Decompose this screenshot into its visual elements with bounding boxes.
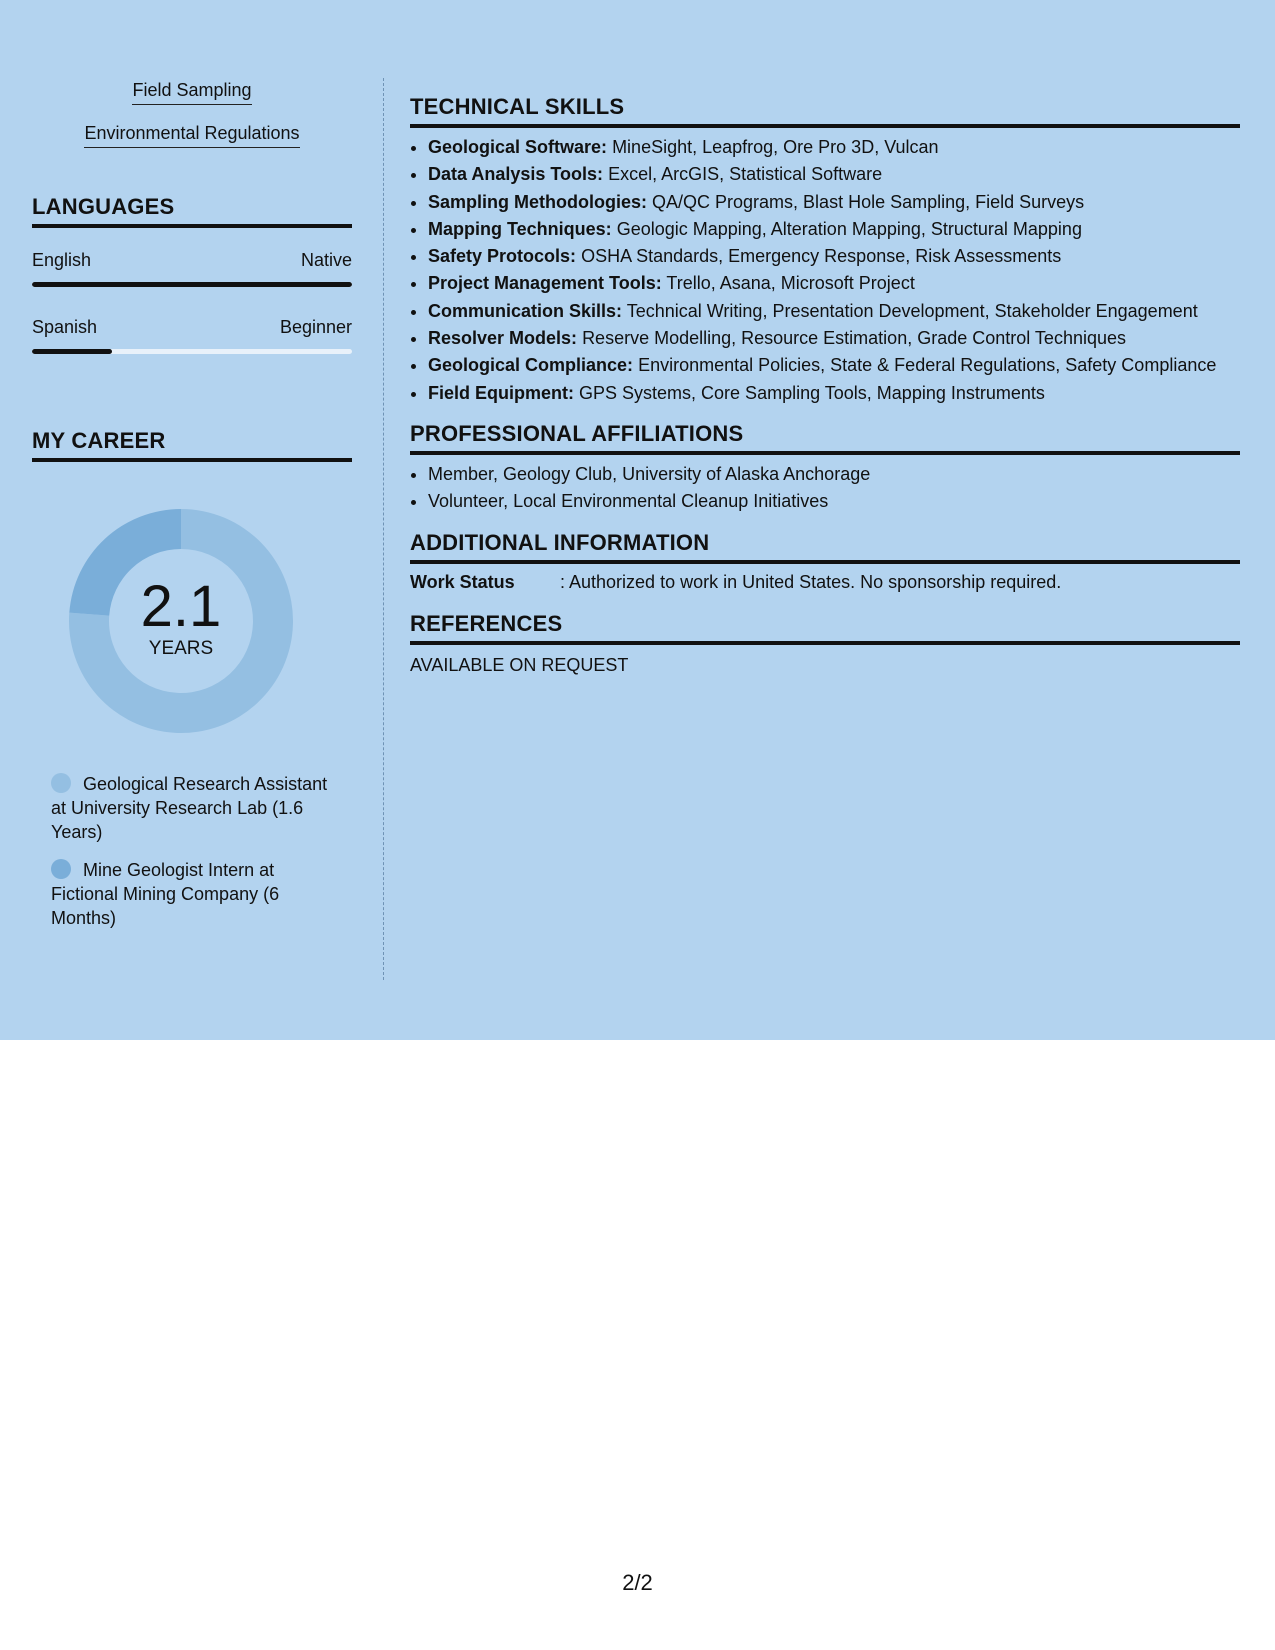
skill-value: MineSight, Leapfrog, Ore Pro 3D, Vulcan <box>612 137 939 157</box>
skill-label: Safety Protocols: <box>428 246 577 267</box>
language-name: English <box>32 250 92 270</box>
skill-label: Resolver Models: <box>428 328 578 349</box>
work-status-label: Work Status <box>410 571 515 592</box>
skill-tag <box>32 80 352 105</box>
skill-value: Environmental Policies, State & Federal Regulations, Safety Compliance <box>638 355 1217 376</box>
skill-label: Mapping Techniques: <box>428 218 612 239</box>
skill-item <box>428 380 1240 407</box>
affiliations-list <box>410 461 1240 516</box>
skill-item <box>428 134 1240 161</box>
skill-item <box>428 161 1240 188</box>
skill-tag <box>32 123 352 148</box>
skill-value: GPS Systems, Core Sampling Tools, Mapping Instruments <box>579 382 1045 403</box>
language-proficiency-bar <box>32 349 352 354</box>
sidebar <box>32 80 352 944</box>
technical-skills-title: TECHNICAL SKILLS <box>410 94 1240 128</box>
skill-item <box>428 325 1240 352</box>
languages-title: LANGUAGES <box>32 194 352 228</box>
skill-value: Technical Writing, Presentation Development, Stakeholder Engagement <box>626 300 1198 321</box>
technical-skills-section <box>410 94 1240 407</box>
language-item <box>32 250 352 287</box>
legend-item <box>51 772 331 844</box>
language-proficiency-fill <box>32 349 112 354</box>
skill-label: Field Equipment: <box>428 382 574 403</box>
legend-label: Mine Geologist Intern at Fictional Mining Company (6 Months) <box>51 860 280 928</box>
work-status-value: : Authorized to work in United States. No sponsorship required. <box>560 571 1062 592</box>
list-item: • Volunteer, Local Environmental Cleanup Initiatives <box>428 488 1240 515</box>
skill-label: Communication Skills: <box>428 300 623 321</box>
skill-value: Excel, ArcGIS, Statistical Software <box>608 164 883 185</box>
languages-section <box>32 194 352 354</box>
skill-tag-label: Environmental Regulations <box>84 123 299 148</box>
column-divider <box>383 78 384 980</box>
skill-label: Project Management Tools: <box>428 273 662 294</box>
language-proficiency-bar <box>32 282 352 287</box>
work-status-row <box>410 572 1240 593</box>
skill-item <box>428 243 1240 270</box>
affiliations-title: PROFESSIONAL AFFILIATIONS <box>410 421 1240 455</box>
career-section <box>32 428 352 930</box>
language-level: Native <box>300 250 352 270</box>
legend-dot <box>51 859 71 879</box>
career-legend <box>51 772 331 930</box>
references-title: REFERENCES <box>410 611 1240 645</box>
language-level: Beginner <box>279 317 352 337</box>
skill-label: Data Analysis Tools: <box>428 164 604 185</box>
skill-item <box>428 189 1240 216</box>
career-donut-chart <box>66 506 296 736</box>
technical-skills-list <box>410 134 1240 407</box>
page-number: 2/2 <box>622 1570 653 1595</box>
main-column <box>410 94 1240 688</box>
skill-value: Geologic Mapping, Alteration Mapping, Structural Mapping <box>616 218 1082 239</box>
affiliations-section <box>410 421 1240 516</box>
career-center <box>66 574 296 660</box>
skill-label: Geological Compliance: <box>428 355 634 376</box>
career-unit: YEARS <box>148 638 214 659</box>
skill-label: Geological Software: <box>428 137 608 157</box>
skill-value: Trello, Asana, Microsoft Project <box>666 273 915 294</box>
list-item: • Member, Geology Club, University of Alaska Anchorage <box>428 461 1240 488</box>
skill-label: Sampling Methodologies: <box>428 191 647 212</box>
skill-value: OSHA Standards, Emergency Response, Risk Assessments <box>581 246 1062 267</box>
references-section <box>410 611 1240 676</box>
skill-item <box>428 352 1240 379</box>
skill-value: QA/QC Programs, Blast Hole Sampling, Field Surveys <box>652 191 1085 212</box>
additional-info-section <box>410 530 1240 593</box>
skill-item <box>428 298 1240 325</box>
language-item <box>32 317 352 354</box>
language-name: Spanish <box>32 317 98 337</box>
legend-dot <box>51 773 71 793</box>
legend-item <box>51 858 331 930</box>
career-title: MY CAREER <box>32 428 352 462</box>
skill-item <box>428 270 1240 297</box>
career-total: 2.1 <box>140 574 222 639</box>
skill-value: Reserve Modelling, Resource Estimation, Grade Control Techniques <box>582 328 1126 349</box>
language-proficiency-fill <box>32 282 352 287</box>
skill-tag-label: Field Sampling <box>132 80 251 105</box>
legend-label: Geological Research Assistant at University Research Lab (1.6 Years) <box>51 774 328 842</box>
additional-info-title: ADDITIONAL INFORMATION <box>410 530 1240 564</box>
skill-item <box>428 216 1240 243</box>
references-text: AVAILABLE ON REQUEST <box>410 654 629 675</box>
